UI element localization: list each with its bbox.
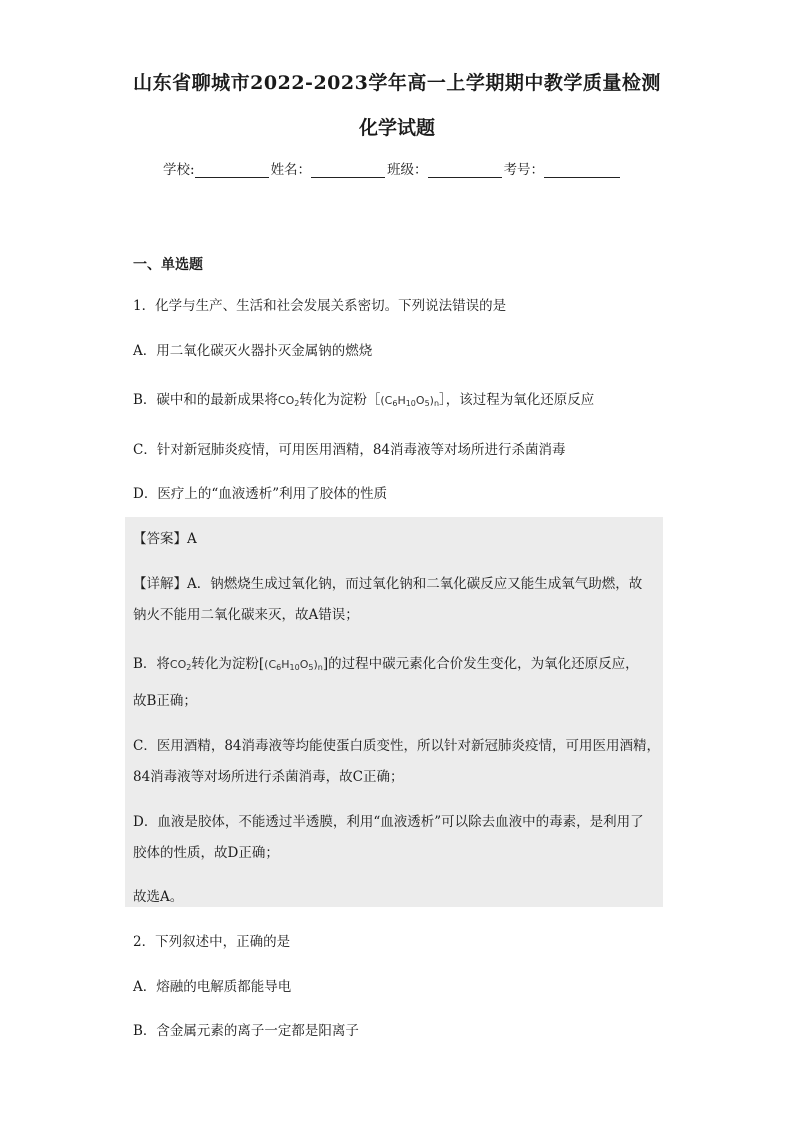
co2-subscript: 2 bbox=[186, 663, 192, 672]
name-label: 姓名： bbox=[270, 162, 312, 178]
co2-formula bbox=[170, 658, 191, 671]
section-title: 一、单选题 bbox=[133, 257, 203, 273]
co2-base: CO bbox=[277, 394, 295, 407]
question-1-option-d: D．医疗上的“血液透析”利用了胶体的性质 bbox=[133, 486, 388, 502]
exam-number-label: 考号： bbox=[503, 162, 545, 178]
student-info-line bbox=[163, 158, 622, 178]
starch-c: C bbox=[384, 394, 393, 407]
starch-formula: $(C_6H_{10}O_5)_n$ bbox=[380, 394, 440, 408]
name-blank[interactable] bbox=[311, 163, 385, 178]
starch-c-subscript: 6 bbox=[392, 399, 398, 408]
page-title: 山东省聊城市2022-2023学年高一上学期期中教学质量检测 bbox=[133, 72, 661, 94]
detail-b-text-mid: 转化为淀粉[ bbox=[191, 656, 265, 672]
starch-o-subscript: 5 bbox=[308, 663, 314, 672]
starch-h-subscript: 10 bbox=[405, 399, 416, 408]
detail-d-line-1: D．血液是胶体，不能透过半透膜，利用“血液透析”可以除去血液中的毒素，是利用了 bbox=[133, 814, 644, 830]
exam-number-blank[interactable] bbox=[544, 163, 620, 178]
starch-h-subscript: 10 bbox=[289, 663, 300, 672]
question-2-option-a: A．熔融的电解质都能导电 bbox=[133, 979, 292, 995]
detail-a-line-1: 【详解】A．钠燃烧生成过氧化钠，而过氧化钠和二氧化碳反应又能生成氧气助燃，故 bbox=[133, 576, 643, 592]
co2-formula bbox=[278, 394, 299, 407]
question-1-option-b bbox=[133, 388, 594, 408]
detail-d-line-2: 胶体的性质，故D正确； bbox=[133, 845, 279, 861]
starch-n-subscript: n bbox=[317, 663, 323, 672]
detail-b-text-end: ]的过程中碳元素化合价发生变化，为氧化还原反应， bbox=[322, 656, 639, 672]
detail-a-line-2: 钠火不能用二氧化碳来灭，故A错误； bbox=[133, 607, 359, 623]
starch-formula: $(C_6H_{10}O_5)_n$ bbox=[264, 658, 323, 672]
answer-label: 【答案】A bbox=[133, 531, 197, 547]
co2-base: CO bbox=[169, 658, 187, 671]
question-1-stem: 1．化学与生产、生活和社会发展关系密切。下列说法错误的是 bbox=[133, 298, 507, 314]
question-2-option-b: B．含金属元素的离子一定都是阳离子 bbox=[133, 1023, 359, 1039]
starch-o: O bbox=[299, 658, 309, 671]
detail-b-line-2: 故B正确； bbox=[133, 693, 197, 709]
option-b-text-start: B．碳中和的最新成果将 bbox=[133, 392, 278, 408]
starch-c-subscript: 6 bbox=[276, 663, 282, 672]
question-2-stem: 2．下列叙述中，正确的是 bbox=[133, 934, 291, 950]
co2-subscript: 2 bbox=[294, 399, 300, 408]
option-b-text-end: ］，该过程为氧化还原反应 bbox=[439, 392, 595, 408]
question-1-option-c: C．针对新冠肺炎疫情，可用医用酒精，84消毒液等对场所进行杀菌消毒 bbox=[133, 442, 566, 458]
starch-h: H bbox=[397, 394, 406, 407]
school-blank[interactable] bbox=[195, 163, 269, 178]
starch-c: C bbox=[268, 658, 277, 671]
option-b-text-mid: 转化为淀粉［ bbox=[299, 392, 381, 408]
starch-o: O bbox=[415, 394, 425, 407]
conclusion: 故选A。 bbox=[133, 889, 184, 905]
school-label: 学校: bbox=[163, 162, 195, 178]
detail-c-line-2: 84消毒液等对场所进行杀菌消毒，故C正确； bbox=[133, 769, 404, 785]
detail-b-text-start: B．将 bbox=[133, 656, 170, 672]
question-1-option-a: A．用二氧化碳灭火器扑灭金属钠的燃烧 bbox=[133, 343, 373, 359]
detail-b-line-1 bbox=[133, 652, 639, 672]
starch-n-subscript: n bbox=[433, 399, 440, 408]
detail-c-line-1: C．医用酒精，84消毒液等均能使蛋白质变性，所以针对新冠肺炎疫情，可用医用酒精， bbox=[133, 738, 661, 754]
class-label: 班级： bbox=[387, 162, 428, 178]
page-subtitle: 化学试题 bbox=[358, 117, 435, 139]
starch-o-subscript: 5 bbox=[424, 399, 430, 408]
class-blank[interactable] bbox=[428, 163, 502, 178]
starch-h: H bbox=[281, 658, 290, 671]
